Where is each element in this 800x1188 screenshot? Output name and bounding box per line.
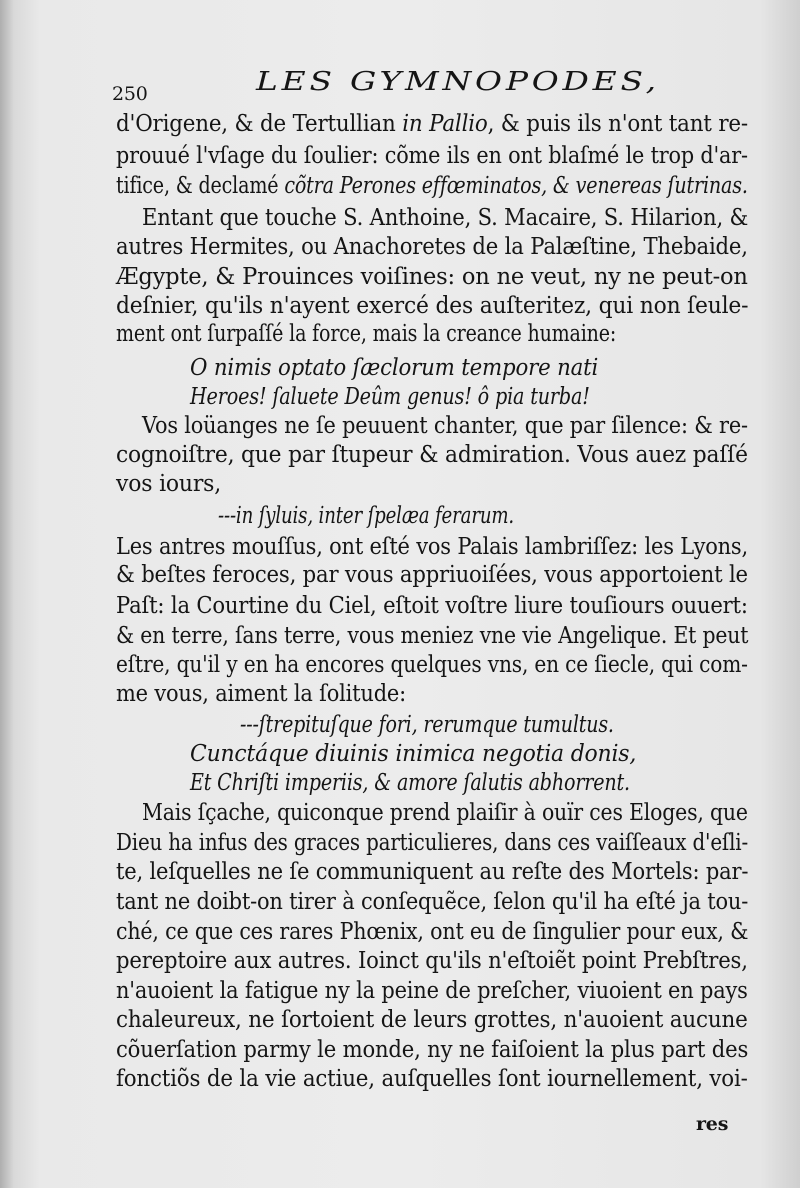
text-span: Dieu ha infus des graces particulieres, dans ces vaiſſeaux d'eſli- xyxy=(116,830,749,856)
text-line xyxy=(116,233,748,261)
text-line xyxy=(116,533,748,561)
running-head: LES GYMNOPODES, xyxy=(256,67,660,97)
text-line xyxy=(116,561,748,589)
text-span: autres Hermites, ou Anachoretes de la Palæſtine, Thebaide, xyxy=(116,234,748,260)
text-span: cõuerſation parmy le monde, ny ne faiſoient la plus part des xyxy=(116,1037,749,1063)
text-line xyxy=(116,918,748,946)
text-line xyxy=(116,1065,748,1093)
italic-span: O nimis optato ſæclorum tempore nati xyxy=(190,355,599,381)
text-line xyxy=(240,711,614,739)
italic-span: ---in ſyluis, inter ſpelæa ferarum. xyxy=(218,503,515,529)
text-span: ment ont ſurpaſſé la force, mais la creance humaine: xyxy=(116,321,617,347)
text-line xyxy=(116,172,748,200)
text-span: ché, ce que ces rares Phœnix, ont eu de ſingulier pour eux, & xyxy=(116,919,749,945)
text-line xyxy=(116,470,221,498)
text-span: , & puis ils n'ont tant re- xyxy=(487,111,748,137)
text-span: vos iours, xyxy=(116,471,222,497)
text-line xyxy=(142,412,748,440)
text-line xyxy=(142,204,748,232)
text-span: tifice, & declamé xyxy=(116,173,285,199)
text-line xyxy=(116,592,748,620)
text-span: prouué l'vſage du ſoulier: cõme ils en ont blaſmé le trop d'ar- xyxy=(116,143,748,169)
text-line xyxy=(116,858,748,886)
text-span: & beſtes feroces, par vous appriuoiſées, vous apportoient le xyxy=(116,562,748,588)
italic-span: ---ſtrepituſque fori, rerumque tumultus. xyxy=(240,712,614,738)
text-span: Entant que touche S. Anthoine, S. Macaire, S. Hilarion, & xyxy=(142,205,749,231)
text-span: & en terre, ſans terre, vous meniez vne vie Angelique. Et peut xyxy=(116,623,749,649)
text-span: Mais ſçache, quiconque prend plaiſir à ouïr ces Eloges, que xyxy=(142,800,748,826)
text-line xyxy=(190,354,598,382)
text-line xyxy=(116,110,748,138)
italic-span: Et Chriſti imperiis, & amore ſalutis abhorrent. xyxy=(190,770,630,796)
italic-span: Heroes! ſaluete Deûm genus! ô pia turba! xyxy=(190,384,590,410)
italic-span: Cunctáque diuinis inimica negotia donis, xyxy=(190,741,637,767)
text-span: Ægypte, & Prouinces voiſines: on ne veut, ny ne peut-on xyxy=(116,264,748,290)
text-span: deſnier, qu'ils n'ayent exercé des auſteritez, qui non ſeule- xyxy=(116,293,749,319)
catchword: res xyxy=(696,1113,729,1135)
text-line xyxy=(116,441,748,469)
text-span: Vos loüanges ne ſe peuuent chanter, que par ſilence: & re- xyxy=(142,413,748,439)
text-line xyxy=(116,292,748,320)
text-line xyxy=(116,947,748,975)
text-line xyxy=(218,502,514,530)
text-line xyxy=(116,977,748,1005)
text-span: Paſt: la Courtine du Ciel, eſtoit voſtre liure touſiours ouuert: xyxy=(116,593,748,619)
text-line xyxy=(116,263,748,291)
text-span: me vous, aiment la ſolitude: xyxy=(116,681,406,707)
text-line xyxy=(116,142,748,170)
text-line xyxy=(116,651,748,679)
text-line xyxy=(116,320,616,348)
italic-span: in Pallio xyxy=(402,111,488,137)
text-line xyxy=(116,1006,748,1034)
text-line xyxy=(190,740,636,768)
text-line xyxy=(190,383,590,411)
text-line xyxy=(116,1036,748,1064)
text-span: n'auoient la fatigue ny la peine de preſcher, viuoient en pays xyxy=(116,978,748,1004)
text-span: d'Origene, & de Tertullian xyxy=(116,111,403,137)
text-line xyxy=(116,622,748,650)
text-span: pereptoire aux autres. Ioinct qu'ils n'eſtoiẽt point Prebſtres, xyxy=(116,948,748,974)
text-span: eſtre, qu'il y en ha encores quelques vns, en ce ſiecle, qui com- xyxy=(116,652,748,678)
text-span: te, leſquelles ne ſe communiquent au reſte des Mortels: par- xyxy=(116,859,749,885)
text-span: tant ne doibt-on tirer à conſequẽce, ſelon qu'il ha eſté ja tou- xyxy=(116,889,749,915)
text-line xyxy=(116,680,406,708)
text-span: fonctiõs de la vie actiue, auſquelles ſont iournellement, voi- xyxy=(116,1066,748,1092)
text-span: Les antres mouſſus, ont eſté vos Palais lambriſſez: les Lyons, xyxy=(116,534,748,560)
text-span: chaleureux, ne ſortoient de leurs grottes, n'auoient aucune xyxy=(116,1007,748,1033)
text-line xyxy=(116,829,748,857)
text-line xyxy=(190,769,630,797)
page-number: 250 xyxy=(112,83,148,105)
text-line xyxy=(116,888,748,916)
text-line xyxy=(142,799,748,827)
italic-span: cõtra Perones effœminatos, & venereas ſutrinas. xyxy=(284,173,748,199)
text-span: cognoiſtre, que par ſtupeur & admiration. Vous auez paſſé xyxy=(116,442,748,468)
